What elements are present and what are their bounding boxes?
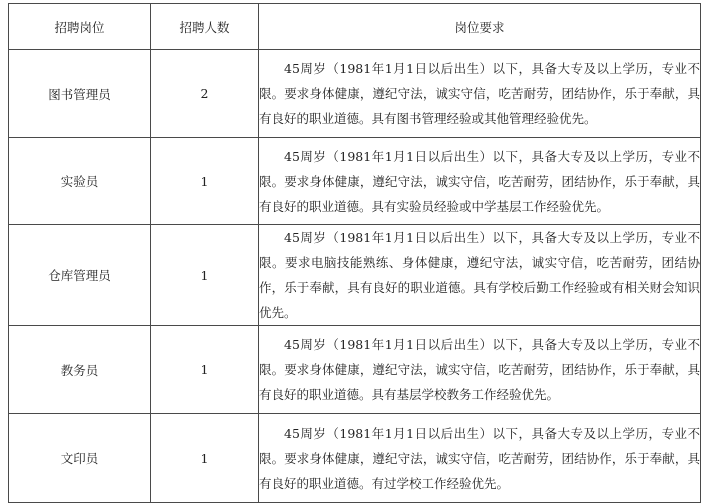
- requirements-cell: 45周岁（1981年1月1日以后出生）以下，具备大专及以上学历，专业不限。要求身体健康，遵纪守法，诚实守信，吃苦耐劳，团结协作，乐于奉献，具有良好的职业道德。具有图书管理经验或其他管理经验优先。: [259, 50, 701, 138]
- requirements-cell: 45周岁（1981年1月1日以后出生）以下，具备大专及以上学历，专业不限。要求身体健康，遵纪守法，诚实守信，吃苦耐劳，团结协作，乐于奉献，具有良好的职业道德。具有实验员经验或中学基层工作经验优先。: [259, 138, 701, 225]
- position-cell: 实验员: [9, 138, 151, 225]
- recruitment-table: [8, 3, 701, 503]
- table-header-row: [9, 4, 701, 50]
- header-count: 招聘人数: [151, 4, 259, 50]
- count-cell: 1: [151, 326, 259, 414]
- count-cell: 1: [151, 414, 259, 503]
- table-row: [9, 50, 701, 138]
- requirements-cell: 45周岁（1981年1月1日以后出生）以下，具备大专及以上学历，专业不限。要求身体健康，遵纪守法，诚实守信，吃苦耐劳，团结协作，乐于奉献，具有良好的职业道德。有过学校工作经验优先。: [259, 414, 701, 503]
- requirements-cell: 45周岁（1981年1月1日以后出生）以下，具备大专及以上学历，专业不限。要求电脑技能熟练、身体健康，遵纪守法，诚实守信，吃苦耐劳，团结协作，乐于奉献，具有良好的职业道德。具有学校后勤工作经验或有相关财会知识优先。: [259, 225, 701, 326]
- table-row: [9, 414, 701, 503]
- position-cell: 文印员: [9, 414, 151, 503]
- count-cell: 1: [151, 225, 259, 326]
- position-cell: 图书管理员: [9, 50, 151, 138]
- count-cell: 1: [151, 138, 259, 225]
- header-requirements: 岗位要求: [259, 4, 701, 50]
- table-row: [9, 225, 701, 326]
- table-row: [9, 138, 701, 225]
- requirements-cell: 45周岁（1981年1月1日以后出生）以下，具备大专及以上学历，专业不限。要求身体健康，遵纪守法，诚实守信，吃苦耐劳，团结协作，乐于奉献，具有良好的职业道德。具有基层学校教务工作经验优先。: [259, 326, 701, 414]
- header-position: 招聘岗位: [9, 4, 151, 50]
- count-cell: 2: [151, 50, 259, 138]
- table-row: [9, 326, 701, 414]
- position-cell: 仓库管理员: [9, 225, 151, 326]
- position-cell: 教务员: [9, 326, 151, 414]
